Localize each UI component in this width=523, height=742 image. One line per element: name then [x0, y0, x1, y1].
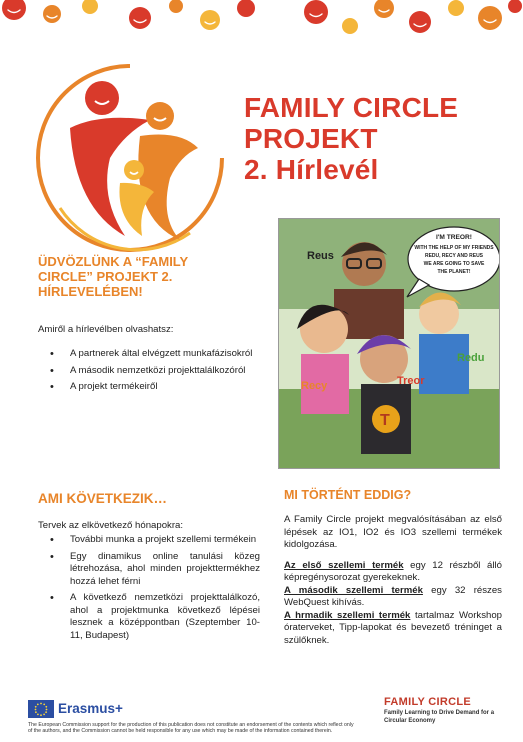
list-item: • További munka a projekt szellemi termékein — [50, 534, 260, 547]
family-circle-logo — [30, 58, 230, 258]
erasmus-plus-logo: Erasmus+ — [58, 701, 123, 716]
speech-line-3: REDU, RECY AND REUS — [424, 253, 484, 259]
done-paragraph-4 — [284, 610, 502, 648]
done-text — [284, 514, 502, 647]
speech-line-4: WE ARE GOING TO SAVE — [423, 261, 485, 267]
family-circle-brand: FAMILY CIRCLE — [384, 696, 472, 708]
smiley-circle-icon — [2, 0, 522, 34]
list-item: • A partnerek által elvégzett munkafázisokról — [50, 348, 260, 361]
welcome-line-1: ÜDVÖZLÜNK A “FAMILY — [38, 254, 189, 269]
title-line-3: 2. Hírlevél — [244, 154, 379, 185]
decorative-smiley-strip — [0, 0, 523, 46]
list-item: • A következő nemzetközi projekttalálkozó, ahol a projektmunka következő lépései lesznek a középpontban (Szeptember 10-11, Budapest) — [50, 592, 260, 642]
done-p3-rest: egy 32 részes WebQuest kihívás. — [284, 584, 502, 608]
list-item: • A projekt termékeiről — [50, 381, 260, 394]
comic-name-recy: Recy — [301, 380, 328, 392]
done-p2-rest: egy 12 részből álló képregénysorozat gyerekeknek. — [284, 559, 502, 583]
svg-text:T: T — [380, 412, 390, 429]
eu-flag-icon — [28, 700, 54, 718]
welcome-line-2: CIRCLE” PROJEKT 2. — [38, 269, 173, 284]
comic-name-reus: Reus — [307, 250, 334, 262]
family-circle-tagline: Family Learning to Drive Demand for a Circular Economy — [384, 710, 495, 724]
list-item: • Egy dinamikus online tanulási közeg létrehozása, ahol minden projekttermékhez hozzá lehet férni — [50, 551, 260, 589]
comic-name-redu: Redu — [457, 352, 485, 364]
next-intro-text: Tervek az elkövetkező hónapokra: — [38, 520, 184, 531]
intro-list — [50, 348, 260, 398]
done-paragraph-3 — [284, 585, 502, 610]
done-paragraph-1: A Family Circle projekt megvalósításában az első lépések az IO1, IO2 és IO3 szellemi termékek kidolgozása. — [284, 514, 502, 550]
next-heading: AMI KÖVETKEZIK… — [38, 491, 168, 506]
welcome-heading — [38, 254, 263, 299]
done-heading: MI TÖRTÉNT EDDIG? — [284, 488, 412, 502]
done-paragraph-2 — [284, 560, 502, 585]
speech-line-1: I'M TREOR! — [436, 234, 472, 241]
done-p4-bold: A hrmadik szellemi termék — [284, 609, 411, 621]
comic-name-treor: Treor — [397, 375, 425, 387]
intro-text: Amiről a hírlevélben olvashatsz: — [38, 324, 174, 335]
newsletter-title — [244, 92, 514, 185]
title-line-2: PROJEKT — [244, 123, 378, 154]
speech-line-2: WITH THE HELP OF MY FRIENDS — [414, 245, 494, 251]
done-p2-bold: Az első szellemi termék — [284, 559, 404, 571]
title-line-1: FAMILY CIRCLE — [244, 92, 459, 123]
done-p4-rest: tartalmaz Workshop óraterveket, Tipp-lapokat és bevezető tréninget a szülőknek. — [284, 609, 503, 646]
welcome-line-3: HÍRLEVELÉBEN! — [38, 284, 143, 299]
comic-illustration — [278, 218, 500, 469]
speech-line-5: THE PLANET! — [437, 269, 471, 275]
list-item: • A második nemzetközi projekttalálkozóról — [50, 365, 260, 378]
next-list — [50, 534, 260, 646]
eu-disclaimer: The European Commission support for the production of this publication does not constitute an endorsement of the contents which reflect only of the authors, and the Commission cannot be held responsible for any use which may be made of the information contained therein. — [28, 722, 354, 735]
done-p3-bold: A második szellemi termék — [284, 584, 423, 596]
